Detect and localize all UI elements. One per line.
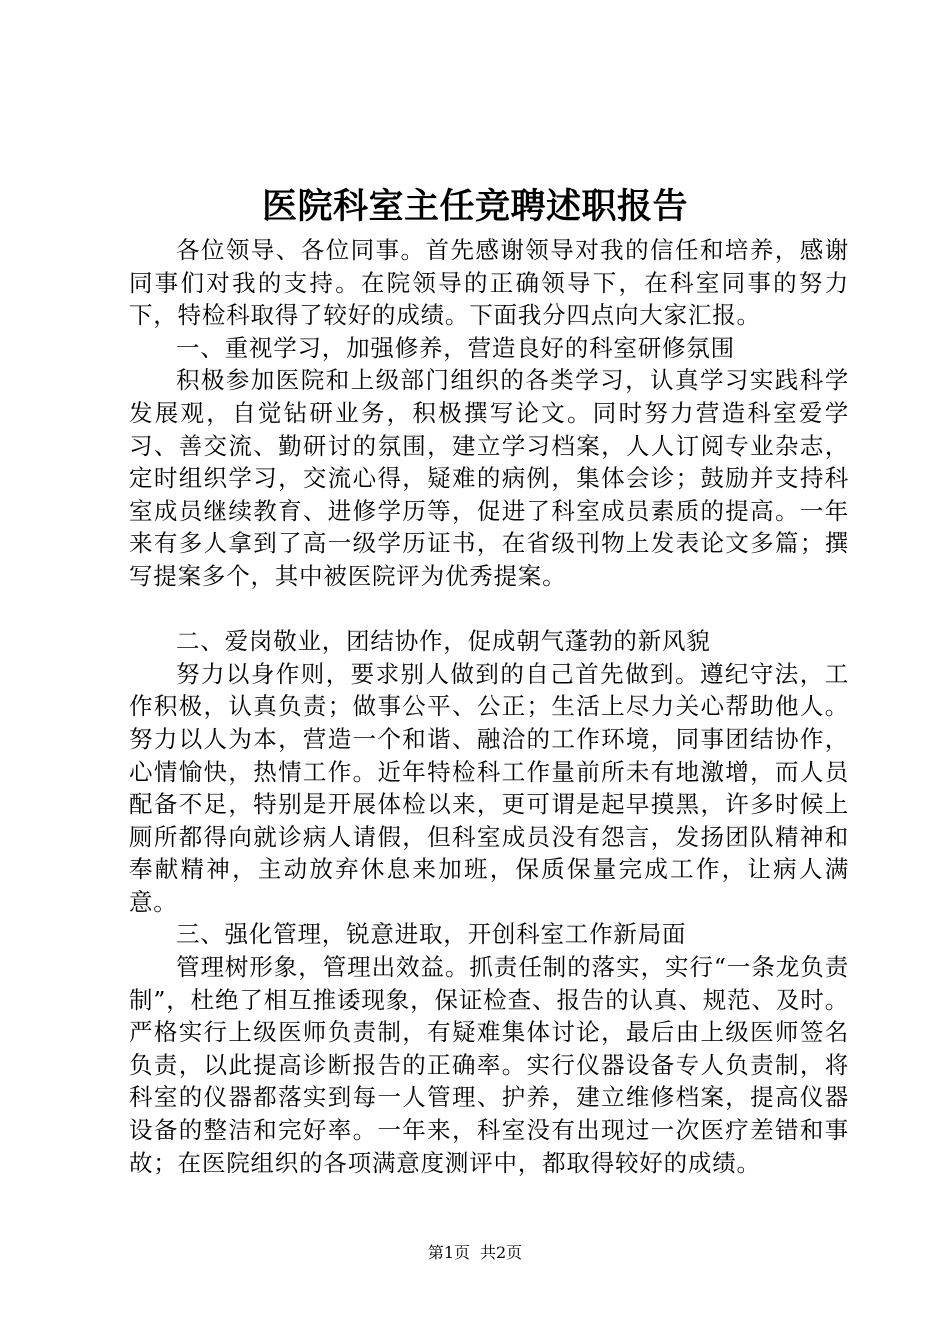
section-heading-1: 一、重视学习，加强修养，营造良好的科室研修氛围: [176, 333, 735, 362]
document-title: 医院科室主任竞聘述职报告: [261, 187, 688, 227]
document-body: [129, 234, 849, 1179]
section-body-1: 积极参加医院和上级部门组织的各类学习，认真学习实践科学发展观，自觉钻研业务，积极撰写论文。同时努力营造科室爱学习、善交流、勤研讨的氛围，建立学习档案，人人订阅专业杂志，定时组织学习，交流心得，疑难的病例，集体会诊；鼓励并支持科室成员继续教育、进修学历等，促进了科室成员素质的提高。一年来有多人拿到了高一级学历证书，在省级刊物上发表论文多篇；撰写提案多个，其中被医院评为优秀提案。: [129, 366, 849, 590]
page-number: 第1页: [427, 1243, 470, 1262]
section-body-3: 管理树形象，管理出效益。抓责任制的落实，实行“一条龙负责制”，杜绝了相互推诿现象，保证检查、报告的认真、规范、及时。严格实行上级医师负责制，有疑难集体讨论，最后由上级医师签名负责，以此提高诊断报告的正确率。实行仪器设备专人负责制，将科室的仪器都落实到每一人管理、护养，建立维修档案，提高仪器设备的整洁和完好率。一年来，科室没有出现过一次医疗差错和事故；在医院组织的各项满意度测评中，都取得较好的成绩。: [129, 953, 849, 1177]
blank-line: [129, 593, 849, 626]
opening-paragraph: 各位领导、各位同事。首先感谢领导对我的信任和培养，感谢同事们对我的支持。在院领导的正确领导下，在科室同事的努力下，特检科取得了较好的成绩。下面我分四点向大家汇报。: [129, 236, 849, 330]
section-heading-2: 二、爱岗敬业，团结协作，促成朝气蓬勃的新风貌: [176, 627, 711, 656]
page-footer: [0, 1242, 950, 1264]
section-heading-3: 三、强化管理，锐意进取，开创科室工作新局面: [176, 920, 687, 949]
section-body-2: 努力以身作则，要求别人做到的自己首先做到。遵纪守法，工作积极，认真负责；做事公平、公正；生活上尽力关心帮助他人。努力以人为本，营造一个和谐、融洽的工作环境，同事团结协作，心情愉快，热情工作。近年特检科工作量前所未有地激增，而人员配备不足，特别是开展体检以来，更可谓是起早摸黑，许多时候上厕所都得向就诊病人请假，但科室成员没有怨言，发扬团队精神和奉献精神，主动放弃休息来加班，保质保量完成工作，让病人满意。: [129, 659, 849, 916]
page-total: 共2页: [480, 1243, 523, 1262]
